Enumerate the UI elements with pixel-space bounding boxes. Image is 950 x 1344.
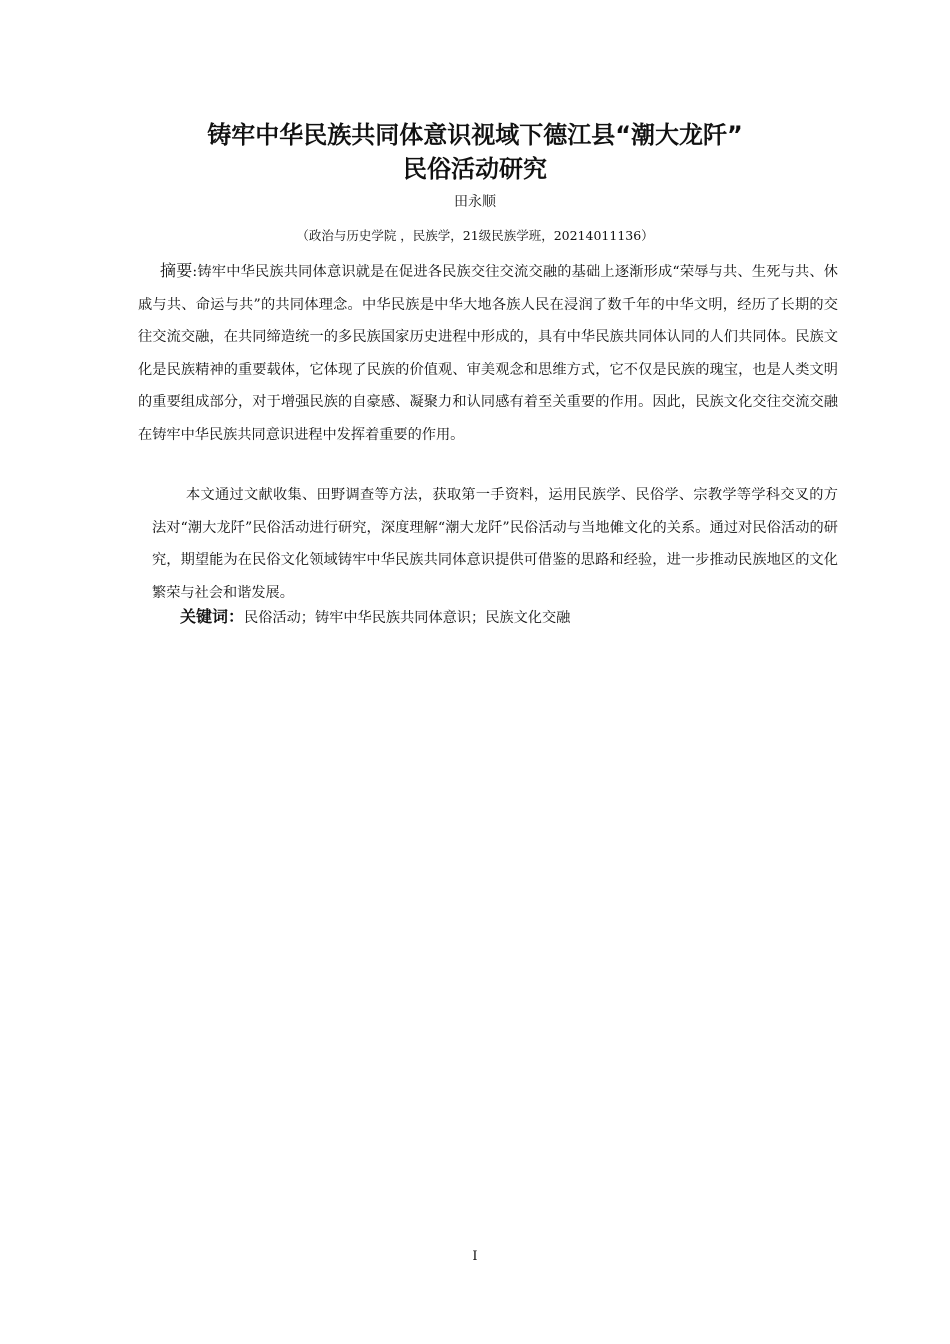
abstract-colon: : (192, 264, 198, 280)
abstract-text: 铸牢中华民族共同体意识就是在促进各民族交往交流交融的基础上逐渐形成“荣辱与共、生死与共、休戚与共、命运与共”的共同体理念。中华民族是中华大地各族人民在浸润了数千年的中华文明，经历了长期的交往交流交融，在共同缔造统一的多民族国家历史进程中形成的，具有中华民族共同体认同的人们共同体。民族文化是民族精神的重要载体，它体现了民族的价值观、审美观念和思维方式，它不仅是民族的瑰宝，也是人类文明的重要组成部分，对于增强民族的自豪感、凝聚力和认同感有着至关重要的作用。因此，民族文化交往交流交融在铸牢中华民族共同意识进程中发挥着重要的作用。 (138, 264, 838, 443)
author-affiliation: （政治与历史学院 ，民族学，21级民族学班，20214011136） (296, 228, 654, 243)
author-name: 田永顺 (454, 194, 496, 210)
title-line-2: 民俗活动研究 (403, 155, 547, 183)
page-number: I (472, 1249, 478, 1264)
abstract-paragraph-2: 本文通过文献收集、田野调查等方法，获取第一手资料，运用民族学、民俗学、宗教学等学科交叉的方法对“潮大龙阡”民俗活动进行研究，深度理解“潮大龙阡”民俗活动与当地傩文化的关系。通过对民俗活动的研究，期望能为在民俗文化领域铸牢中华民族共同体意识提供可借鉴的思路和经验，进一步推动民族地区的文化繁荣与社会和谐发展。 (152, 487, 838, 601)
keywords-label: 关键词： (180, 607, 245, 626)
abstract-paragraph (138, 255, 838, 452)
abstract-label: 摘要 (160, 261, 193, 280)
keywords-text: 民俗活动；铸牢中华民族共同体意识；民族文化交融 (244, 610, 571, 626)
title-line-1: 铸牢中华民族共同体意识视域下德江县“潮大龙阡” (207, 121, 743, 149)
keywords-line (180, 605, 840, 630)
